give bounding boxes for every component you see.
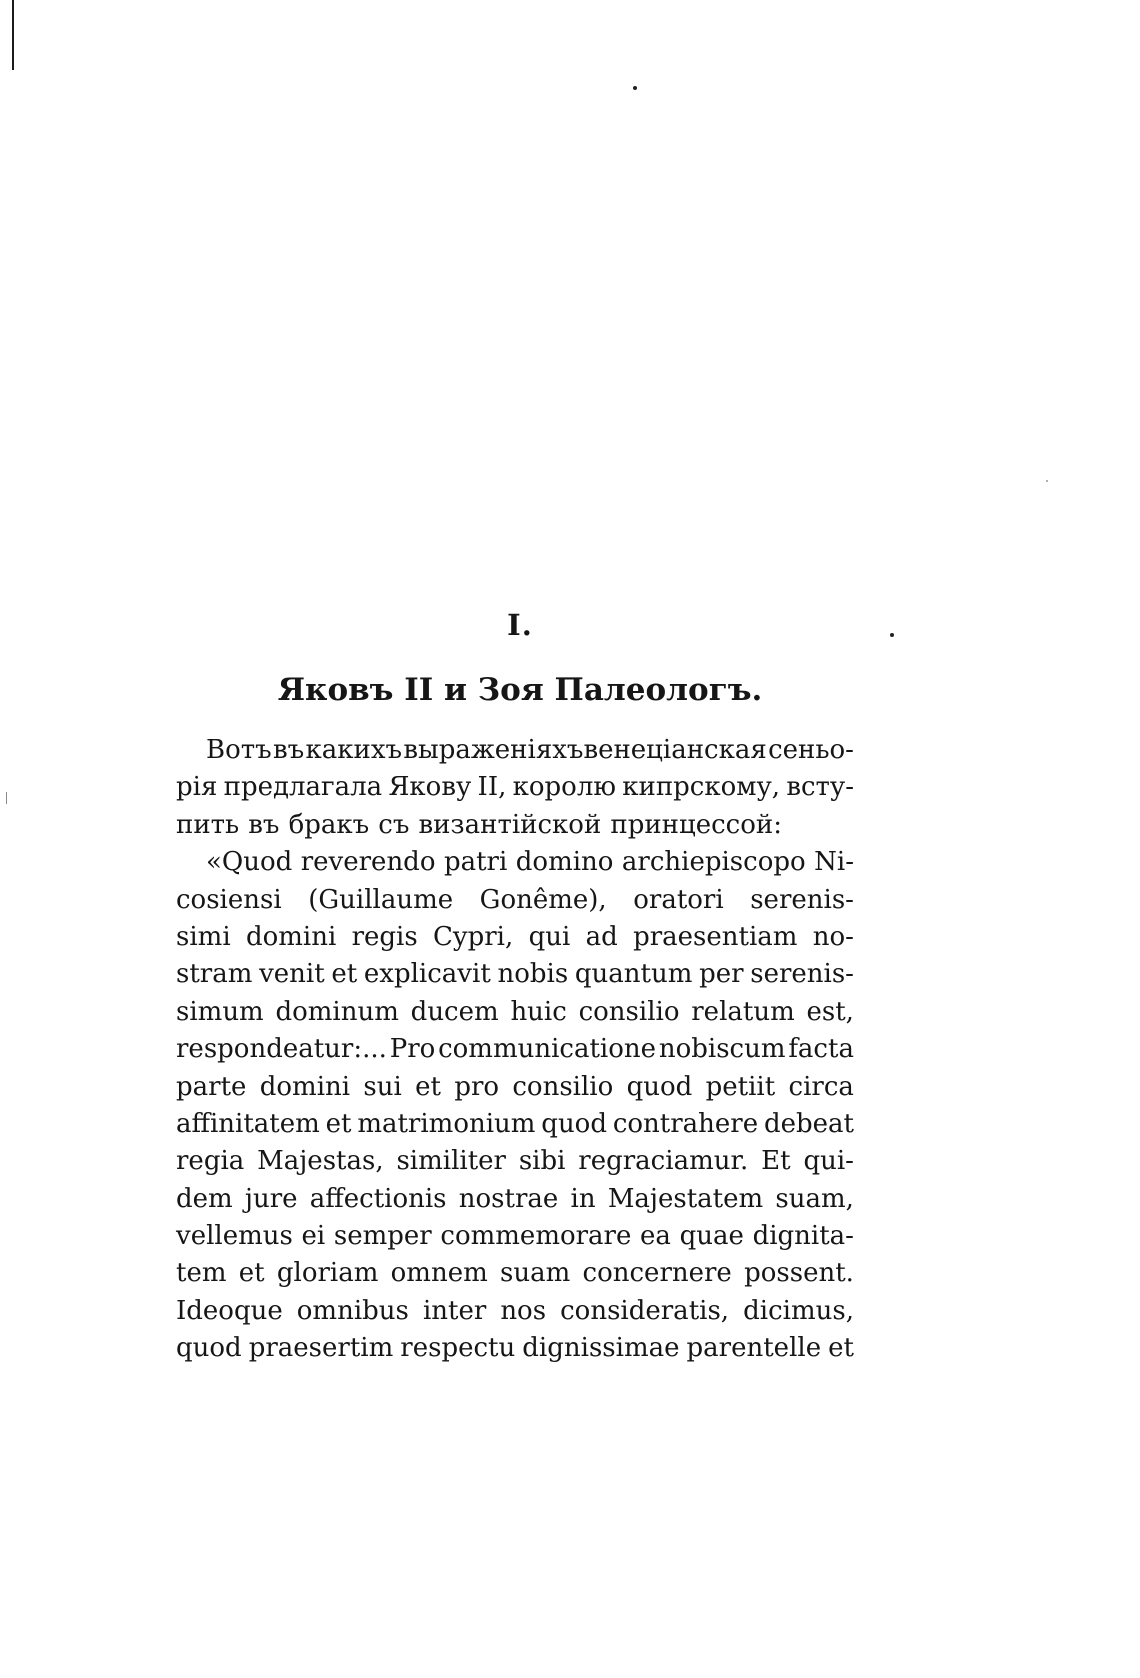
text-line: parte domini sui et pro consilio quod petiit circa <box>176 1071 854 1102</box>
text-line: dem jure affectionis nostrae in Majestatem suam, <box>176 1183 854 1214</box>
scan-speck <box>1046 480 1048 482</box>
scan-speck <box>633 86 637 90</box>
text-line: quod praesertim respectu dignissimae parentelle et <box>176 1333 854 1364</box>
text-line: рія предлагала Якову II, королю кипрскому, всту- <box>176 772 854 803</box>
section-number: I. <box>507 608 533 642</box>
text-line: cosiensi (Guillaume Gonême), oratori serenis- <box>176 884 854 915</box>
text-line: vellemus ei semper commemorare ea quae dignita- <box>176 1221 854 1252</box>
text-line: Ideoque omnibus inter nos consideratis, dicimus, <box>176 1295 854 1326</box>
chapter-title: Яковъ II и Зоя Палеологъ. <box>277 672 763 708</box>
scan-edge-mark <box>12 0 14 70</box>
text-line: stram venit et explicavit nobis quantum per serenis- <box>176 959 854 990</box>
text-line: Вотъ въ какихъ выраженіяхъвенеціанская сеньо- <box>206 735 854 765</box>
text-line: affinitatem et matrimonium quod contrahere debeat <box>176 1108 854 1139</box>
body-text <box>176 732 854 1368</box>
text-line: пить въ бракъ съ византійской принцессой: <box>176 809 782 840</box>
text-line: tem et gloriam omnem suam concernere possent. <box>176 1258 854 1289</box>
text-line: simum dominum ducem huic consilio relatum est, <box>176 996 854 1027</box>
text-line: simi domini regis Cypri, qui ad praesentiam no- <box>176 921 854 952</box>
text-line: «Quod reverendo patri domino archiepiscopo Ni- <box>206 847 854 878</box>
scan-edge-mark-small <box>6 792 7 804</box>
text-line: regia Majestas, similiter sibi regraciamur. Et qui- <box>176 1146 854 1177</box>
text-line: respondeatur:... Pro communicatione nobiscum facta <box>176 1034 854 1065</box>
